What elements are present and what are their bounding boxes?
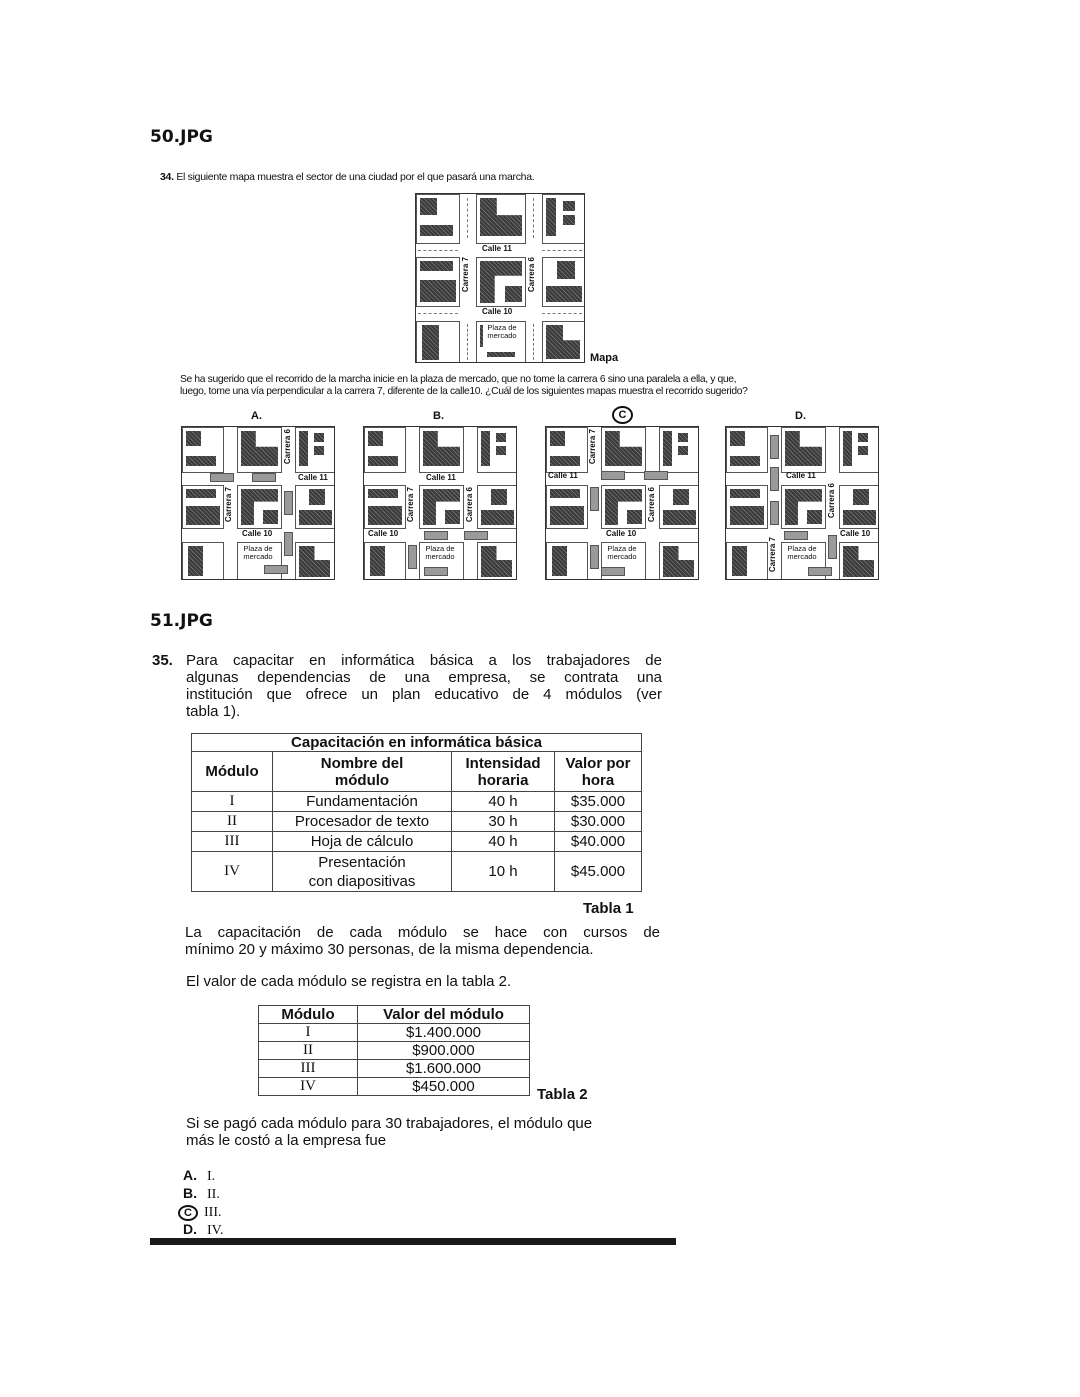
map-caption: Mapa: [590, 352, 619, 364]
street-calle-10: Calle 10: [482, 307, 513, 316]
main-map: [415, 193, 585, 363]
table-2-header: Valor del módulo: [358, 1006, 530, 1024]
option-b-map[interactable]: Calle 11 Calle 10 Carrera 7 Carrera 6 Plaza de mercado: [363, 426, 517, 580]
table-1-header: Módulo: [192, 752, 273, 792]
table-1-header: Valor por hora: [555, 752, 642, 792]
file-title-50: 50.JPG: [150, 127, 213, 147]
question-34-prompt: Se ha sugerido que el recorrido de la marcha inicie en la plaza de mercado, que no tome la carrera 6 sino una paralela a ella, y que, luego, tome una vía perpendicular a la carrera 7, diferente de la calle10. ¿Cuál de los siguientes mapas muestra el recorrido sugerido?: [180, 374, 748, 397]
option-d-label[interactable]: D.: [795, 410, 806, 422]
selected-circle-mark: C: [178, 1205, 198, 1221]
plaza-de-mercado: Plaza de mercado: [487, 323, 517, 340]
table-2-caption: Tabla 2: [537, 1086, 588, 1103]
bottom-divider: [150, 1238, 676, 1245]
table-row: II $900.000: [259, 1042, 530, 1060]
question-number: 35.: [152, 652, 173, 669]
table-row: I Fundamentación 40 h $35.000: [192, 792, 642, 812]
table-row: III $1.600.000: [259, 1060, 530, 1078]
option-c-selected[interactable]: [612, 405, 633, 424]
table-1-header: Nombre del módulo: [273, 752, 452, 792]
table-1-caption: Tabla 1: [583, 900, 634, 917]
table-row: III Hoja de cálculo 40 h $40.000: [192, 832, 642, 852]
option-b-label[interactable]: B.: [433, 410, 444, 422]
table-row: I $1.400.000: [259, 1024, 530, 1042]
selected-circle-mark: C: [612, 406, 633, 424]
option-d-map[interactable]: Calle 11 Calle 10 Carrera 7 Carrera 6 Plaza de mercado: [725, 426, 879, 580]
table-row: II Procesador de texto 30 h $30.000: [192, 812, 642, 832]
table-row: IV $450.000: [259, 1078, 530, 1096]
answer-option-a[interactable]: A. I.: [183, 1167, 216, 1184]
question-number: 34.: [160, 171, 174, 183]
answer-list: [183, 1167, 223, 1239]
table-1-title: Capacitación en informática básica: [192, 734, 642, 752]
street-carrera-7: Carrera 7: [461, 257, 470, 293]
table-row: IV Presentación con diapositivas 10 h $45.000: [192, 852, 642, 892]
question-34-intro: [160, 171, 534, 183]
option-a-map[interactable]: Calle 11 Calle 10 Carrera 7 Carrera 6 Plaza de mercado: [181, 426, 335, 580]
street-calle-11: Calle 11: [482, 244, 512, 253]
option-c-map[interactable]: Calle 11 Calle 10 Carrera 7 Carrera 6 Plaza de mercado: [545, 426, 699, 580]
question-text: El siguiente mapa muestra el sector de una ciudad por el que pasará una marcha.: [176, 171, 535, 183]
table-2-header: Módulo: [259, 1006, 358, 1024]
street-carrera-6: Carrera 6: [527, 257, 536, 293]
table-1: [191, 733, 642, 892]
table-1-header: Intensidad horaria: [452, 752, 555, 792]
file-title-51: 51.JPG: [150, 611, 213, 631]
question-35-intro: 35. Para capacitar en informática básica a los trabajadores de algunas dependencias de una empresa, se contrata una institución que ofrece un plan educativo de 4 módulos (ver tabla 1).: [152, 652, 662, 720]
question-35-prompt: Si se pagó cada módulo para 30 trabajadores, el módulo que más le costó a la empresa fue: [186, 1115, 593, 1149]
answer-option-b[interactable]: B. II.: [183, 1185, 220, 1202]
paragraph-1: La capacitación de cada módulo se hace con cursos de mínimo 20 y máximo 30 personas, de la misma dependencia.: [185, 924, 660, 958]
option-a-label[interactable]: A.: [251, 410, 262, 422]
paragraph-2: El valor de cada módulo se registra en la tabla 2.: [186, 973, 512, 990]
answer-option-c-selected[interactable]: C III.: [178, 1203, 223, 1221]
answer-option-d[interactable]: D. IV.: [183, 1221, 224, 1238]
table-2: [258, 1005, 530, 1096]
